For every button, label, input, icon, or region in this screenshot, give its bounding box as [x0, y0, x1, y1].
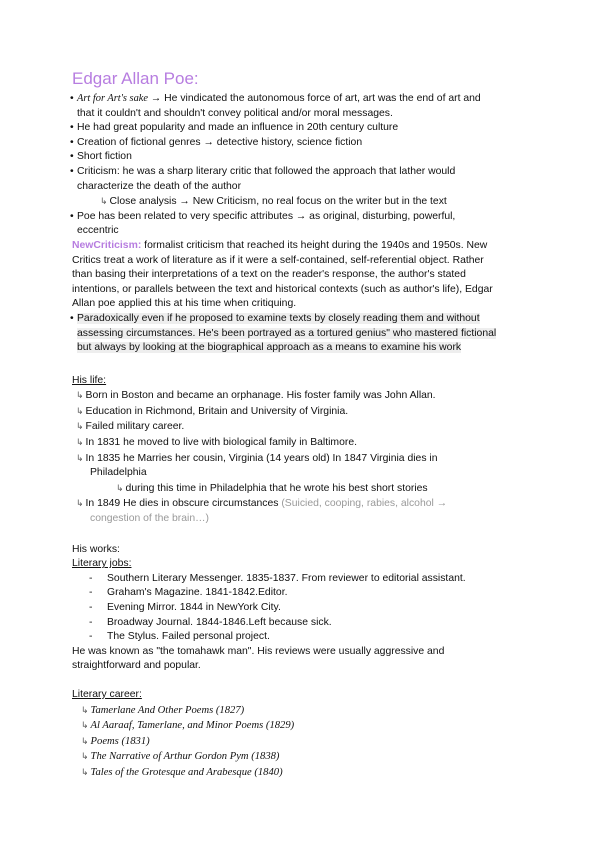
- dash-marker: -: [89, 616, 93, 628]
- list-item: [72, 718, 532, 734]
- return-arrow-icon: ↳: [81, 766, 89, 777]
- list-item: [72, 451, 532, 481]
- list-item-text: Evening Mirror. 1844 in NewYork City.: [107, 602, 281, 613]
- list-subitem: [72, 194, 532, 210]
- list-subitem-text: Close analysis → New Criticism, no real focus on the writer but in the text: [109, 196, 447, 208]
- section-heading-life: His life:: [72, 374, 107, 386]
- list-item: [72, 630, 532, 645]
- list-item-text: In 1831 he moved to live with biological family in Baltimore.: [85, 437, 357, 449]
- grey-note: (Suicied, cooping, rabies, alcohol →: [281, 498, 448, 510]
- list-item-text: The Stylus. Failed personal project.: [107, 631, 270, 643]
- list-item: [72, 496, 532, 526]
- list-item-continuation: characterize the death of the author: [77, 180, 242, 192]
- bullet-icon: •: [70, 210, 74, 222]
- works-section: [72, 543, 532, 781]
- work-title: Al Aaraaf, Tamerlane, and Minor Poems (1829): [90, 720, 295, 732]
- list-item: [72, 572, 532, 587]
- bullet-icon: •: [70, 165, 74, 177]
- list-item: [72, 165, 532, 194]
- new-criticism-label: NewCriticism:: [72, 239, 142, 251]
- list-item-text: Creation of fictional genres → detective history, science fiction: [77, 136, 363, 148]
- list-item: [72, 765, 532, 781]
- new-criticism-paragraph: [72, 239, 532, 312]
- list-item: [72, 121, 532, 136]
- return-arrow-icon: ↳: [76, 405, 84, 416]
- bullet-icon: •: [70, 151, 74, 163]
- work-title: The Narrative of Arthur Gordon Pym (1838): [90, 751, 280, 763]
- list-item-text: Education in Richmond, Britain and University of Virginia.: [85, 405, 349, 417]
- return-arrow-icon: ↳: [81, 735, 89, 746]
- list-item-text: Poe has been related to very specific attributes → as original, disturbing, powerful,: [77, 210, 456, 222]
- list-item-text: Broadway Journal. 1844-1846.Left because sick.: [107, 616, 332, 628]
- bullet-icon: •: [70, 93, 74, 104]
- return-arrow-icon: ↳: [76, 452, 84, 463]
- paragraph-line: intentions, or parallels between the text and historical contexts (such as author's life), Edgar: [72, 283, 493, 295]
- bullet-icon: •: [70, 136, 74, 148]
- subheading-literary-career: Literary career:: [72, 688, 142, 700]
- highlighted-line: but always by looking at the biographical approach as a means to examine his work: [77, 342, 462, 354]
- paragraph-line: than basing their interpretations of a text on the reader's response, the author's stated: [72, 269, 466, 281]
- bullet-icon: •: [70, 122, 74, 134]
- list-item: [72, 703, 532, 719]
- list-item: [72, 616, 532, 631]
- document-page: [72, 68, 532, 781]
- list-item-text: Short fiction: [77, 151, 132, 163]
- return-arrow-icon: ↳: [81, 704, 89, 715]
- list-item-text: Criticism: he was a sharp literary critic that followed the approach that lather would: [77, 165, 456, 177]
- return-arrow-icon: ↳: [81, 751, 89, 762]
- list-item-text: → He vindicated the autonomous force of art, art was the end of art and: [148, 93, 481, 104]
- return-arrow-icon: ↳: [81, 720, 89, 731]
- list-item-continuation: Philadelphia: [90, 467, 147, 479]
- dash-marker: -: [89, 602, 93, 613]
- list-item-text: In 1835 he Marries her cousin, Virginia (14 years old) In 1847 Virginia dies in: [85, 452, 438, 464]
- paragraph-line: Allan poe applied this at his time when critiquing.: [72, 298, 297, 310]
- page-title: Edgar Allan Poe:: [72, 69, 199, 88]
- list-item: [72, 601, 532, 616]
- dash-marker: -: [89, 587, 93, 599]
- list-item-text: Graham's Magazine. 1841-1842.Editor.: [107, 587, 288, 599]
- return-arrow-icon: ↳: [100, 196, 108, 207]
- list-item: [72, 734, 532, 750]
- list-item: [72, 586, 532, 601]
- list-item: [72, 210, 532, 239]
- list-item-text: He had great popularity and made an influence in 20th century culture: [77, 122, 399, 134]
- list-item: [72, 388, 532, 404]
- list-subitem: [72, 481, 532, 497]
- section-heading-works: His works:: [72, 543, 120, 555]
- work-title: Poems (1831): [90, 735, 150, 747]
- dash-marker: -: [89, 572, 93, 584]
- list-item-text: Failed military career.: [85, 421, 185, 433]
- work-title: Tales of the Grotesque and Arabesque (1840): [90, 766, 283, 778]
- return-arrow-icon: ↳: [76, 390, 84, 401]
- list-item-text: In 1849 He dies in obscure circumstances: [85, 498, 282, 510]
- intro-bullet-list: [72, 92, 532, 239]
- paragraph-line: formalist criticism that reached its height during the 1940s and 1950s. New: [141, 239, 488, 251]
- return-arrow-icon: ↳: [76, 421, 84, 432]
- list-item-text: Born in Boston and became an orphanage. His foster family was John Allan.: [85, 390, 436, 402]
- list-item: [72, 136, 532, 151]
- paragraph-line: He was known as "the tomahawk man". His reviews were usually aggressive and: [72, 645, 445, 657]
- paradox-bullet: [72, 312, 532, 356]
- return-arrow-icon: ↳: [76, 498, 84, 509]
- list-item-continuation: eccentric: [77, 225, 119, 237]
- list-item: [72, 749, 532, 765]
- highlighted-line: assessing circumstances. He's been portrayed as a tortured genius" who mastered fictional: [77, 327, 497, 339]
- dash-marker: -: [89, 631, 93, 643]
- bullet-icon: •: [70, 312, 74, 324]
- subheading-literary-jobs: Literary jobs:: [72, 558, 132, 570]
- highlighted-line: Paradoxically even if he proposed to examine texts by closely reading them and without: [77, 312, 480, 324]
- paragraph-line: straightforward and popular.: [72, 660, 201, 672]
- list-item-text: Southern Literary Messenger. 1835-1837. From reviewer to editorial assistant.: [107, 572, 466, 584]
- list-item: [72, 92, 532, 121]
- list-subitem-text: during this time in Philadelphia that he wrote his best short stories: [125, 482, 428, 494]
- work-title: Tamerlane And Other Poems (1827): [90, 704, 245, 716]
- grey-note-continuation: congestion of the brain…): [90, 513, 209, 525]
- list-item: [72, 419, 532, 435]
- art-for-arts-sake: Art for Art's sake: [77, 93, 149, 104]
- list-item: [72, 435, 532, 451]
- life-section: [72, 374, 532, 527]
- list-item-continuation: that it couldn't and shouldn't convey political and/or moral messages.: [77, 107, 393, 119]
- list-item: [72, 404, 532, 420]
- return-arrow-icon: ↳: [116, 482, 124, 493]
- return-arrow-icon: ↳: [76, 437, 84, 448]
- list-item: [72, 150, 532, 165]
- paragraph-line: Critics treat a work of literature as if it were a self-contained, self-referential object. Rather: [72, 254, 484, 266]
